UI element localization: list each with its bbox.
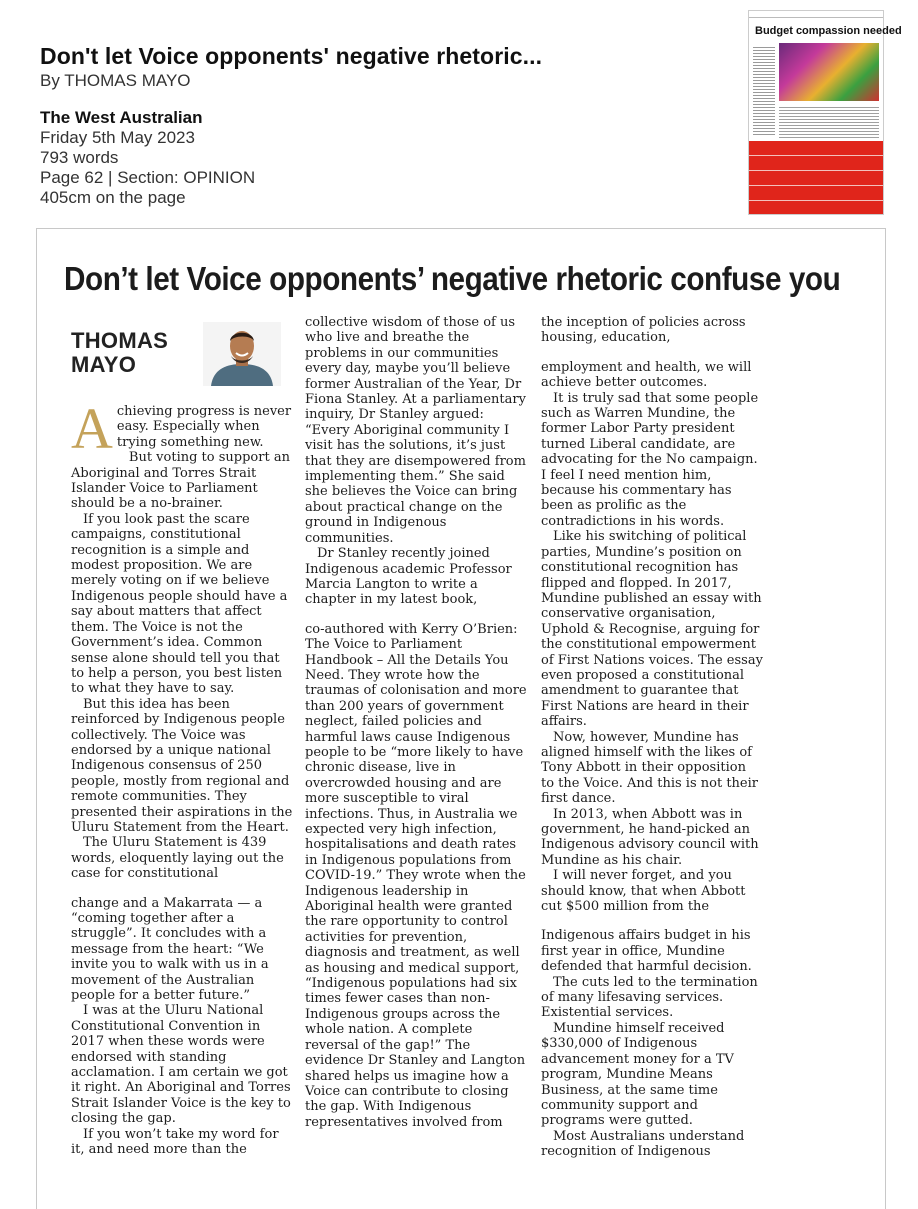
thumbnail-body-text bbox=[779, 105, 879, 139]
word-count: 793 words bbox=[40, 148, 119, 167]
paragraph: Like his switching of political parties, Mundine’s position on constitutional recognition has flipped and flopped. In 2017, Mundine published an essay with conservative organisation, Uphold & Recognise, arguing for the constitutional empowerment of First Nations voices. The essay even proposed a constitutional amendment to guarantee that First Nations are heard in their affairs. bbox=[541, 529, 763, 730]
paragraph: It is truly sad that some people such as Warren Mundine, the former Labor Party president turned Liberal candidate, are advocating for the No campaign. I feel I need mention him, because his commentary has been as prolific as the contradictions in his words. bbox=[541, 390, 759, 529]
paragraph: Now, however, Mundine has aligned himself with the likes of Tony Abbott in their opposition to the Voice. And this is not their first dance. bbox=[541, 729, 758, 807]
paragraph: The Uluru Statement is 439 words, eloquently laying out the case for constitutional bbox=[71, 835, 284, 882]
article-clipping bbox=[36, 228, 886, 1209]
paragraph: If you look past the scare campaigns, constitutional recognition is a simple and modest proposition. We are merely voting on if we believe Indigenous people should have a say about matters that affect them. The Voice is not the Government’s idea. Common sense alone should tell you that to help a person, you best listen to what they have to say. bbox=[71, 511, 288, 697]
article-column-3 bbox=[541, 315, 763, 1160]
paragraph: The cuts led to the termination of many lifesaving services. Existential services. bbox=[541, 974, 758, 1021]
article-column-2 bbox=[305, 315, 527, 1130]
publication-date: Friday 5th May 2023 bbox=[40, 128, 195, 147]
author-last-name: MAYO bbox=[71, 352, 137, 377]
author-first-name: THOMAS bbox=[71, 328, 169, 353]
publication-name: The West Australian bbox=[40, 108, 203, 127]
paragraph: collective wisdom of those of us who live and breathe the problems in our communities every day, maybe you’ll believe former Australian of the Year, Dr Fiona Stanley. At a parliamentary inquiry, Dr Stanley argued: “Every Aboriginal community I visit has the solutions, it’s just that they are disempowered from implementing them.” She said she believes the Voice can bring about practical change on the ground in Indigenous communities. bbox=[305, 315, 526, 546]
thumbnail-advert bbox=[749, 141, 883, 214]
paragraph: But voting to support an Aboriginal and Torres Strait Islander Voice to Parliament should be a no-brainer. bbox=[71, 450, 290, 512]
paragraph: change and a Makarrata — a “coming together after a struggle”. It concludes with a message from the heart: “We invite you to walk with us in a movement of the Australian people for a better future.” bbox=[71, 895, 269, 1004]
drop-cap: A bbox=[71, 396, 113, 461]
thumbnail-text-column bbox=[753, 45, 775, 137]
paragraph: I was at the Uluru National Constitutional Convention in 2017 when these words were endorsed with standing acclamation. I am certain we got it right. An Aboriginal and Torres Strait Islander Voice is the key to closing the gap. bbox=[71, 1003, 291, 1127]
page-section: Page 62 | Section: OPINION bbox=[40, 168, 256, 187]
page-thumbnail[interactable] bbox=[748, 10, 902, 215]
paragraph: employment and health, we will achieve better outcomes. bbox=[541, 359, 752, 391]
paragraph: If you won’t take my word for it, and need more than the bbox=[71, 1126, 279, 1158]
paragraph bbox=[71, 396, 293, 461]
article-metadata bbox=[40, 42, 740, 208]
paragraph: Indigenous affairs budget in his first year in office, Mundine defended that harmful decision. bbox=[541, 928, 752, 975]
author-photo bbox=[203, 322, 281, 386]
paragraph: the inception of policies across housing, education, bbox=[541, 315, 746, 346]
paragraph: In 2013, when Abbott was in government, he hand-picked an Indigenous advisory council with Mundine as his chair. bbox=[541, 806, 759, 868]
paragraph: co-authored with Kerry O’Brien: The Voice to Parliament Handbook – All the Details You Need. They wrote how the traumas of colonisation and more than 200 years of government neglect, failed policies and harmful laws cause Indigenous people to be “more likely to have chronic disease, live in overcrowded housing and are more susceptible to viral infections. Thus, in Australia we expected very high infection, hospitalisations and death rates in Indigenous populations from COVID-19.” They wrote when the Indigenous leadership in Aboriginal health were granted the rare opportunity to control activities for prevention, diagnosis and treatment, as well as housing and medical support, “Indigenous populations had six times fewer cases than non-Indigenous groups across the whole nation. A complete reversal of the gap!” The evidence Dr Stanley and Langton shared helps us imagine how a Voice can contribute to closing the gap. With Indigenous representatives involved from bbox=[305, 621, 527, 1130]
paragraph: Dr Stanley recently joined Indigenous academic Professor Marcia Langton to write a chapter in my latest book, bbox=[305, 546, 512, 608]
article-size: 405cm on the page bbox=[40, 188, 186, 207]
paragraph: Most Australians understand recognition of Indigenous bbox=[541, 1128, 745, 1160]
paragraph-text: chieving progress is never easy. Especially when trying something new. bbox=[116, 404, 292, 450]
thumbnail-photo bbox=[779, 43, 879, 101]
author-portrait-image bbox=[203, 322, 281, 386]
article-column-1 bbox=[71, 396, 293, 1158]
paragraph: I will never forget, and you should know, that when Abbott cut $500 million from the bbox=[541, 868, 746, 915]
byline: By THOMAS MAYO bbox=[40, 71, 191, 90]
paragraph: Mundine himself received $330,000 of Indigenous advancement money for a TV program, Mundine Means Business, at the same time community support and programs were gutted. bbox=[541, 1020, 734, 1129]
paragraph: But this idea has been reinforced by Indigenous people collectively. The Voice was endorsed by a unique national Indigenous consensus of 250 people, mostly from regional and remote communities. They presented their aspirations in the Uluru Statement from the Heart. bbox=[71, 696, 293, 835]
thumbnail-masthead bbox=[749, 11, 883, 18]
author-name bbox=[71, 329, 181, 377]
clipping-headline: Don’t let Voice opponents’ negative rhetoric confuse you bbox=[64, 260, 841, 297]
article-title: Don't let Voice opponents' negative rhetoric... bbox=[40, 43, 543, 69]
thumbnail-headline: Budget compassion needed bbox=[755, 25, 902, 37]
